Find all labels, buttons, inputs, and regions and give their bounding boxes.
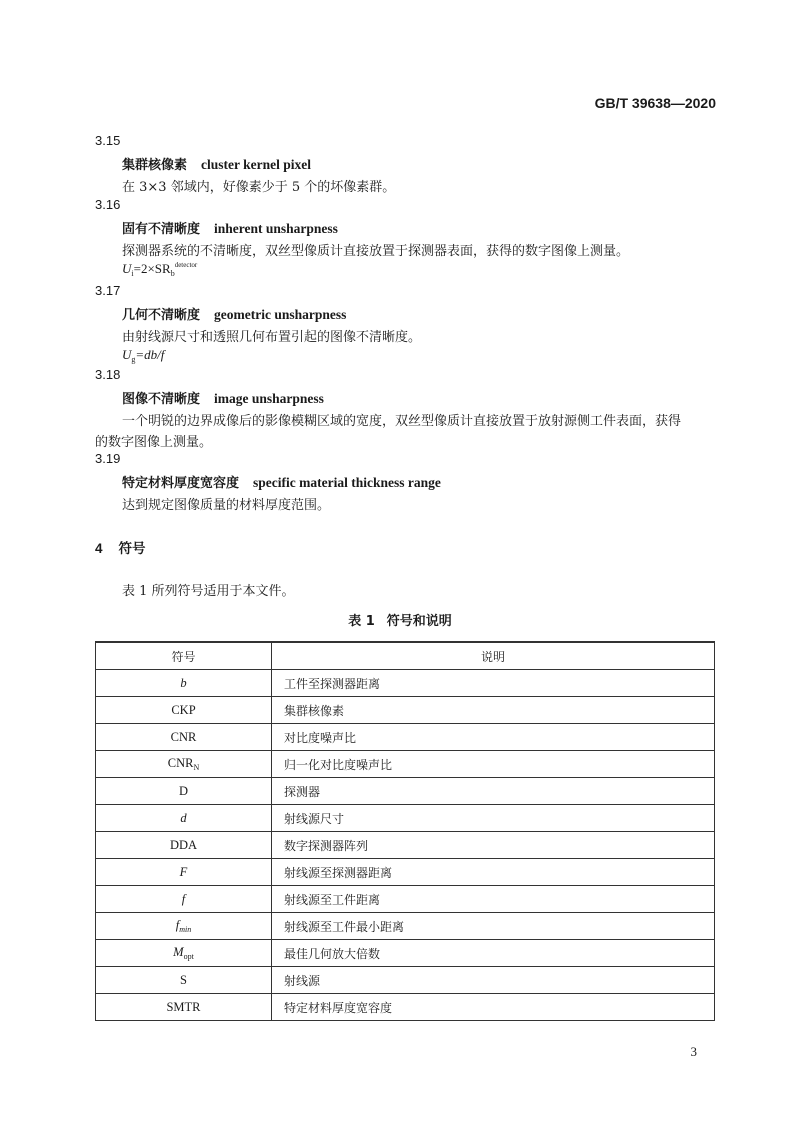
term-definition-continued: 的数字图像上测量。 (95, 435, 213, 450)
term-en: inherent unsharpness (214, 221, 338, 236)
formula-rhs-sub: b (170, 269, 175, 278)
formula-rhs-sup: detector (174, 261, 198, 269)
symbol-text: F (179, 864, 188, 879)
symbol-text: CNR (167, 756, 194, 770)
symbol-cell (96, 859, 272, 886)
description-cell: 归一化对比度噪声比 (272, 751, 715, 778)
term-zh: 集群核像素 (122, 158, 188, 173)
section-intro: 表 1 所列符号适用于本文件。 (122, 584, 295, 599)
symbol-cell (96, 724, 272, 751)
symbol-text: S (180, 972, 187, 987)
table-row (96, 832, 715, 859)
table-row (96, 670, 715, 697)
table-caption-title: 符号和说明 (386, 614, 452, 629)
term-definition: 探测器系统的不清晰度，双丝型像质计直接放置于探测器表面，获得的数字图像上测量。 (122, 244, 630, 259)
symbol-cell (96, 994, 272, 1021)
table-row (96, 994, 715, 1021)
header-description: 说明 (272, 642, 715, 670)
symbol-text: CNR (170, 729, 197, 744)
formula-lhs-sub: g (131, 355, 136, 364)
description-cell: 工件至探测器距离 (272, 670, 715, 697)
term-title (122, 388, 324, 407)
term-zh: 固有不清晰度 (122, 222, 201, 237)
term-number: 3.16 (95, 197, 121, 212)
symbol-cell (96, 751, 272, 778)
description-cell: 特定材料厚度宽容度 (272, 994, 715, 1021)
table-row (96, 724, 715, 751)
symbol-subscript: min (179, 925, 192, 934)
term-title (122, 304, 346, 323)
description-cell: 集群核像素 (272, 697, 715, 724)
header-symbol: 符号 (96, 642, 272, 670)
term-definition: 在 3×3 邻域内，好像素少于 5 个的坏像素群。 (122, 180, 396, 195)
formula (122, 347, 164, 364)
section-title: 符号 (118, 541, 146, 557)
table-body (96, 670, 715, 1021)
description-cell: 射线源 (272, 967, 715, 994)
symbol-text: M (173, 945, 184, 959)
symbol-text: SMTR (166, 999, 201, 1014)
symbols-table (95, 641, 715, 1021)
description-cell: 射线源尺寸 (272, 805, 715, 832)
table-row (96, 805, 715, 832)
term-number: 3.19 (95, 451, 121, 466)
section-number: 4 (95, 541, 103, 556)
symbol-cell (96, 697, 272, 724)
symbol-text: f (181, 891, 186, 906)
formula (122, 261, 197, 278)
term-number: 3.18 (95, 367, 121, 382)
term-number: 3.17 (95, 283, 121, 298)
formula-lhs-sub: i (131, 269, 134, 278)
symbol-cell (96, 670, 272, 697)
table-caption-number: 表 1 (348, 614, 375, 629)
term-zh: 特定材料厚度宽容度 (122, 476, 240, 491)
table-caption (0, 610, 800, 629)
term-number: 3.15 (95, 133, 121, 148)
term-title (122, 154, 311, 173)
table-row (96, 697, 715, 724)
term-en: specific material thickness range (253, 475, 441, 490)
term-definition: 一个明锐的边界成像后的影像模糊区域的宽度，双丝型像质计直接放置于放射源侧工件表面，获得 (122, 414, 682, 429)
term-zh: 图像不清晰度 (122, 392, 201, 407)
term-zh: 几何不清晰度 (122, 308, 201, 323)
symbol-text: d (180, 810, 187, 825)
term-title (122, 472, 441, 491)
term-en: image unsharpness (214, 391, 324, 406)
symbol-text: DDA (169, 837, 198, 852)
formula-rhs: =db/f (135, 347, 165, 362)
page-number: 3 (690, 1044, 697, 1059)
table-header-row (96, 642, 715, 670)
table-row (96, 886, 715, 913)
description-cell: 射线源至工件距离 (272, 886, 715, 913)
symbol-cell (96, 913, 272, 940)
section-heading (95, 537, 146, 557)
term-en: cluster kernel pixel (201, 157, 311, 172)
formula-lhs: U (122, 347, 132, 362)
table-row (96, 751, 715, 778)
symbol-cell (96, 940, 272, 967)
table-row (96, 967, 715, 994)
term-title (122, 218, 338, 237)
table-row (96, 913, 715, 940)
formula-rhs: =2×SR (133, 261, 171, 276)
table-row (96, 940, 715, 967)
description-cell: 最佳几何放大倍数 (272, 940, 715, 967)
standard-code: GB/T 39638—2020 (594, 95, 716, 111)
symbol-subscript: opt (183, 952, 194, 961)
description-cell: 射线源至工件最小距离 (272, 913, 715, 940)
formula-lhs: U (122, 261, 132, 276)
term-definition: 达到规定图像质量的材料厚度范围。 (122, 498, 331, 513)
symbol-text: f (175, 918, 180, 932)
term-en: geometric unsharpness (214, 307, 347, 322)
description-cell: 探测器 (272, 778, 715, 805)
symbol-text: b (180, 675, 187, 690)
description-cell: 数字探测器阵列 (272, 832, 715, 859)
term-definition: 由射线源尺寸和透照几何布置引起的图像不清晰度。 (122, 330, 422, 345)
description-cell: 射线源至探测器距离 (272, 859, 715, 886)
description-cell: 对比度噪声比 (272, 724, 715, 751)
table-row (96, 859, 715, 886)
symbol-text: CKP (171, 702, 196, 717)
symbol-cell (96, 967, 272, 994)
symbol-cell (96, 778, 272, 805)
symbol-cell (96, 805, 272, 832)
symbol-text: D (178, 783, 189, 798)
table-row (96, 778, 715, 805)
symbol-cell (96, 832, 272, 859)
symbol-subscript: N (193, 763, 200, 772)
symbol-cell (96, 886, 272, 913)
